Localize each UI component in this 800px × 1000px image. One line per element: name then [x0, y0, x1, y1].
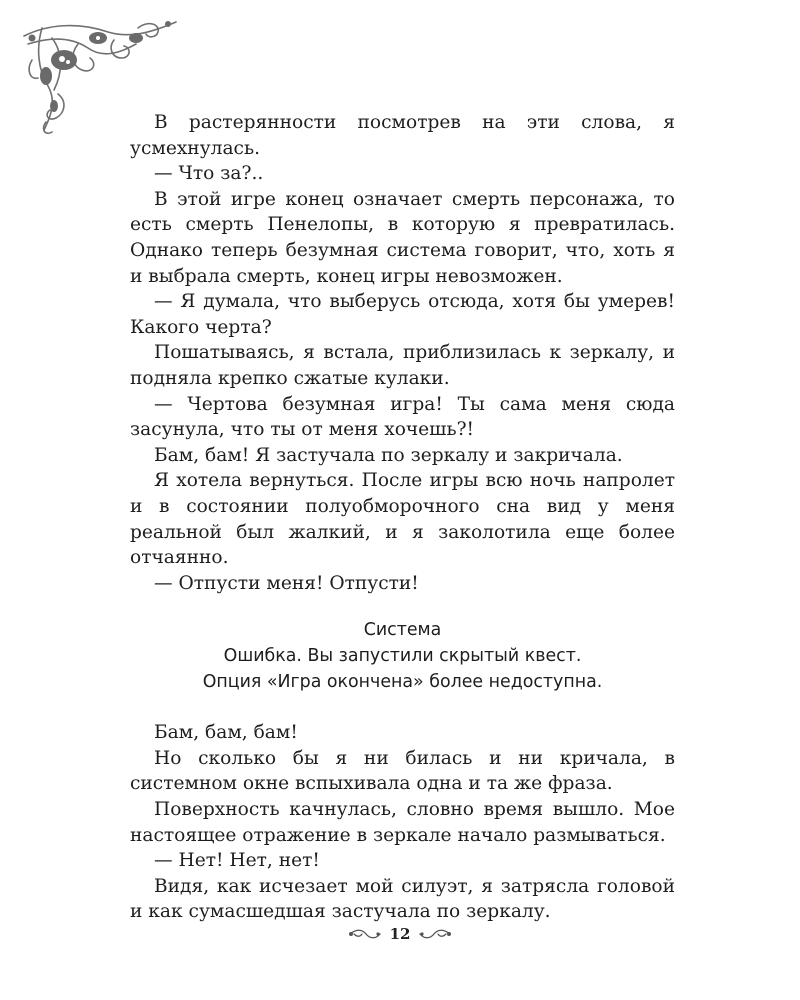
system-message-line: Ошибка. Вы запустили скрытый квест. — [223, 646, 582, 667]
paragraph: В этой игре конец означает смерть персонажа, то есть смерть Пенелопы, в которую я превратилась. Однако теперь безумная система говорит, что, хоть я и выбрала смерть, конец игры невозможен. — [130, 188, 675, 287]
paragraph: Бам, бам, бам! — [154, 722, 298, 744]
floral-flourish-right-icon — [418, 927, 452, 941]
paragraph: Поверхность качнулась, словно время вышло. Мое настоящее отражение в зеркале начало размываться. — [130, 799, 675, 846]
paragraph: Бам, бам! Я застучала по зеркалу и закричала. — [154, 444, 623, 466]
paragraph: — Отпусти меня! Отпусти! — [154, 572, 419, 594]
paragraph: Видя, как исчезает мой силуэт, я затрясла головой и как сумасшедшая застучала по зеркалу. — [130, 875, 675, 923]
paragraph: — Нет! Нет, нет! — [154, 850, 320, 872]
system-message-line: Опция «Игра окончена» более недоступна. — [202, 672, 603, 693]
system-message-title: Система — [363, 620, 442, 641]
system-message — [130, 617, 675, 695]
page-number: 12 — [389, 925, 411, 943]
floral-flourish-left-icon — [348, 927, 382, 941]
paragraph: — Что за?.. — [154, 163, 264, 185]
page-footer — [0, 925, 800, 943]
paragraph: — Я думала, что выберусь отсюда, хотя бы умерев! Какого черта? — [130, 291, 675, 338]
paragraph: Пошатываясь, я встала, приблизилась к зеркалу, и подняла крепко сжатые кулаки. — [130, 342, 675, 389]
paragraph: В растерянности посмотрев на эти слова, я усмехнулась. — [130, 112, 675, 159]
page-body — [130, 110, 675, 925]
paragraph: — Чертова безумная игра! Ты сама меня сюда засунула, что ты от меня хочешь?! — [130, 393, 675, 441]
paragraph: Я хотела вернуться. После игры всю ночь напролет и в состоянии полуобморочного сна вид у меня реальной был жалкий, и я заколотила еще более отчаянно. — [130, 470, 675, 569]
paragraph: Но сколько бы я ни билась и ни кричала, в системном окне вспыхивала одна и та же фраза. — [130, 747, 675, 795]
